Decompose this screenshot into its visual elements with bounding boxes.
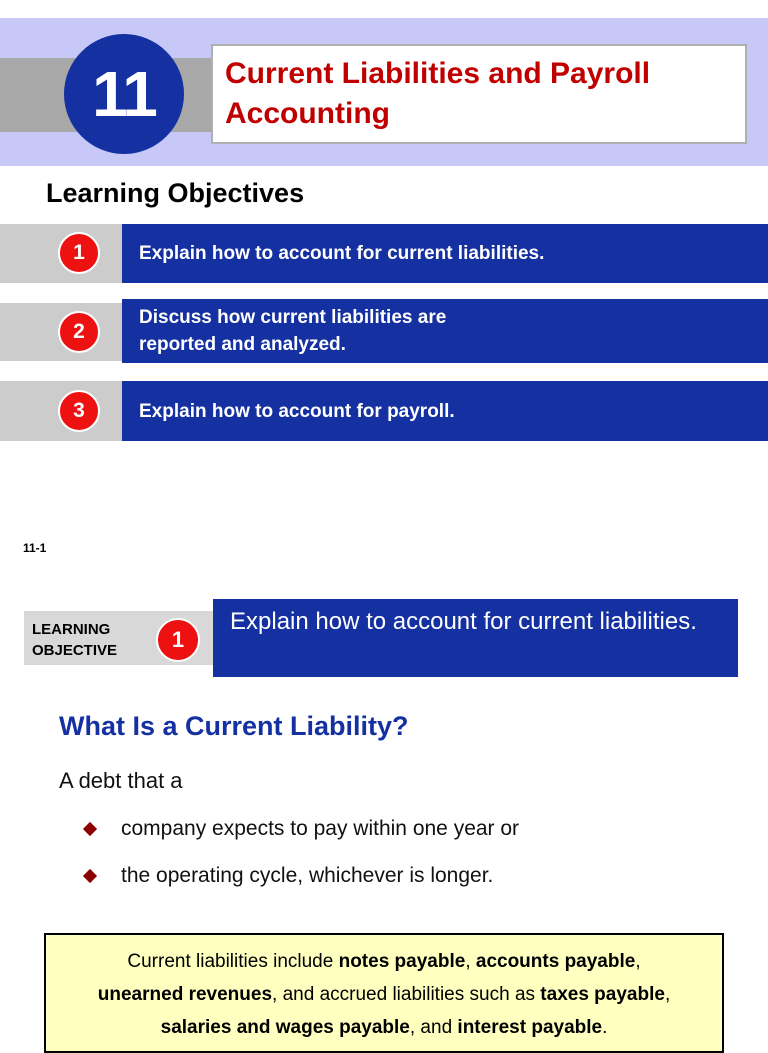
note-term: unearned revenues: [97, 984, 273, 1005]
note-text: , and accrued liabilities such as: [272, 984, 541, 1005]
note-text: ,: [465, 951, 476, 972]
objective-text: Explain how to account for payroll.: [139, 400, 455, 422]
note-text: .: [602, 1017, 608, 1038]
chapter-title-box: [211, 44, 747, 144]
definition-note-box: [44, 933, 724, 1053]
diamond-bullet-icon: [83, 869, 97, 883]
learning-objectives-heading: Learning Objectives: [46, 178, 305, 208]
objective-number-badge: 1: [58, 232, 100, 274]
note-term: notes payable: [338, 951, 466, 972]
objective-row-2: [0, 299, 768, 363]
note-term: accounts payable: [475, 951, 636, 972]
chapter-number-badge: 11: [64, 34, 184, 154]
bullet-item: [80, 864, 493, 888]
diamond-bullet-icon: [83, 822, 97, 836]
objective-row-1: [0, 224, 768, 283]
note-text: , and: [409, 1017, 458, 1038]
objective-text: Discuss how current liabilities are reported and analyzed.: [139, 307, 447, 355]
objective-row-3: [0, 381, 768, 441]
objective-text: Explain how to account for current liabilities.: [139, 243, 545, 264]
objective-text-bar: [122, 299, 768, 363]
slide-page-number: 11-1: [23, 541, 47, 555]
objective-text-bar: [122, 224, 768, 283]
note-text: ,: [664, 984, 671, 1005]
learning-objective-number-badge: 1: [156, 618, 200, 662]
note-text: Current liabilities include: [127, 951, 339, 972]
bullet-text: the operating cycle, whichever is longer.: [121, 864, 494, 887]
bullet-item: [80, 817, 519, 841]
note-term: interest payable: [457, 1017, 603, 1038]
note-term: taxes payable: [540, 984, 665, 1005]
objective-number-badge: 3: [58, 390, 100, 432]
note-term: salaries and wages payable: [160, 1017, 410, 1038]
objective-text-bar: [122, 381, 768, 441]
learning-objective-banner: Explain how to account for current liabilities.: [213, 599, 738, 677]
objective-number-badge: 2: [58, 311, 100, 353]
bullet-text: company expects to pay within one year or: [121, 817, 520, 840]
note-text: ,: [635, 951, 641, 972]
learning-objective-tag-label: LEARNING OBJECTIVE: [32, 621, 118, 659]
section-title: What Is a Current Liability?: [59, 711, 409, 741]
chapter-title: Current Liabilities and Payroll Accounting: [225, 57, 651, 130]
intro-text: A debt that a: [59, 768, 183, 793]
